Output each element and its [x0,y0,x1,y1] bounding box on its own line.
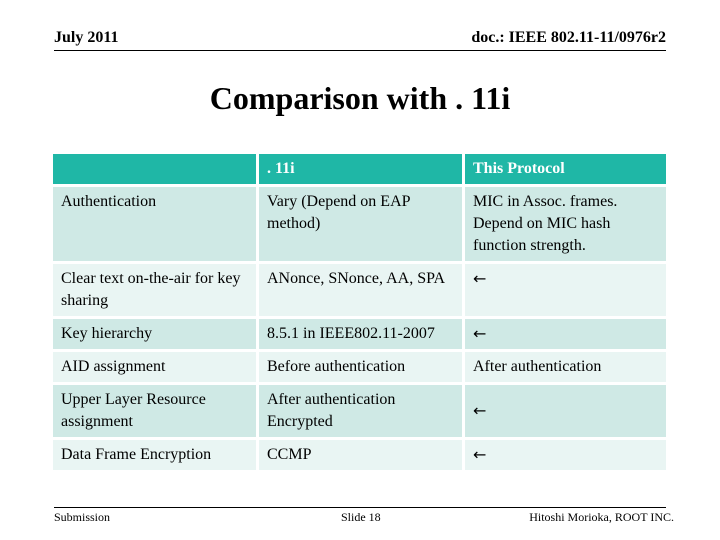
footer-submission: Submission [54,510,111,524]
same-as-left-arrow-icon: ← [465,264,666,319]
cell-feature: Authentication [53,187,259,264]
cell-11i: After authentication Encrypted [259,385,465,440]
cell-feature: Clear text on-the-air for key sharing [53,264,259,319]
same-as-left-arrow-icon: ← [465,440,666,473]
cell-this-protocol: MIC in Assoc. frames. Depend on MIC hash function strength. [465,187,666,264]
cell-feature: Key hierarchy [53,319,259,352]
table-row [53,352,666,385]
same-as-left-arrow-icon: ← [465,385,666,440]
cell-11i: 8.5.1 in IEEE802.11-2007 [259,319,465,352]
header-divider [54,50,666,51]
comparison-table [53,154,666,473]
cell-feature: Upper Layer Resource assignment [53,385,259,440]
table-header-row [53,154,666,187]
header-cell-this-protocol: This Protocol [465,154,666,187]
header-date: July 2011 [54,29,119,46]
footer-divider [54,507,666,508]
cell-this-protocol: After authentication [465,352,666,385]
footer-slide-number: Slide 18 [341,510,381,524]
header-cell-11i: . 11i [259,154,465,187]
cell-feature: AID assignment [53,352,259,385]
same-as-left-arrow-icon: ← [465,319,666,352]
cell-11i: CCMP [259,440,465,473]
cell-feature: Data Frame Encryption [53,440,259,473]
table-row [53,440,666,473]
table-row [53,264,666,319]
cell-11i: ANonce, SNonce, AA, SPA [259,264,465,319]
slide-title: Comparison with . 11i [209,80,511,116]
header-doc-id: doc.: IEEE 802.11-11/0976r2 [471,29,666,46]
table-row [53,385,666,440]
header-cell-feature [53,154,259,187]
cell-11i: Before authentication [259,352,465,385]
cell-11i: Vary (Depend on EAP method) [259,187,465,264]
table-row [53,187,666,264]
table-row [53,319,666,352]
footer-author: Hitoshi Morioka, ROOT INC. [529,510,674,524]
